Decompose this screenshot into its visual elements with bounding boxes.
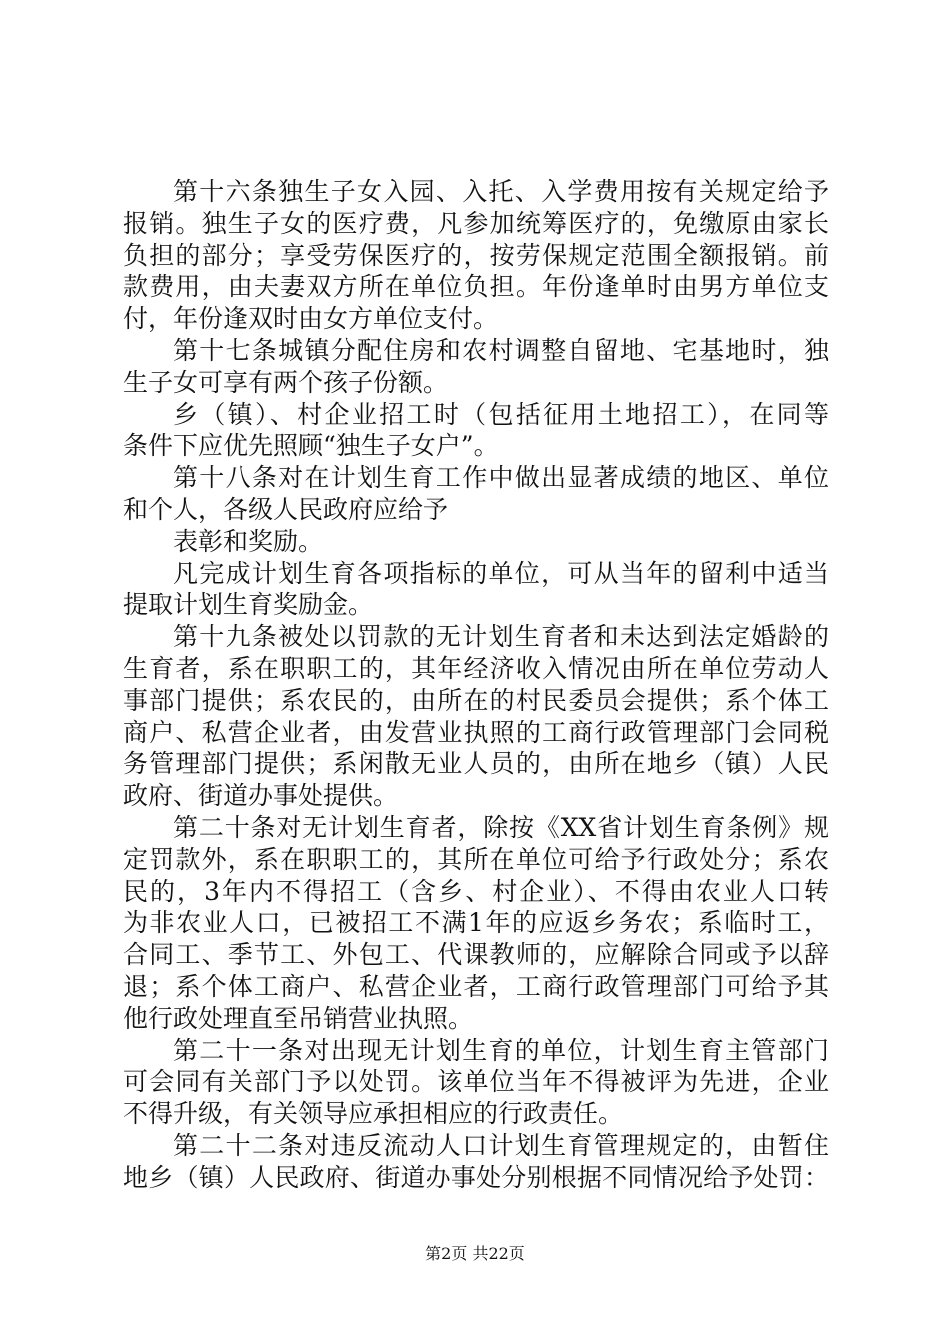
text-line: 定罚款外，系在职职工的，其所在单位可给予行政处分；系农: [123, 844, 829, 874]
text-line: 商户、私营企业者，由发营业执照的工商行政管理部门会同税: [123, 717, 829, 747]
text-line: 生育者，系在职职工的，其年经济收入情况由所在单位劳动人: [123, 653, 829, 683]
text-line: 第十六条独生子女入园、入托、入学费用按有关规定给予: [173, 177, 829, 206]
document-body: [123, 176, 829, 1194]
page-number-footer: 第2页 共22页: [425, 1244, 525, 1263]
text-line: 款费用，由夫妻双方所在单位负担。年份逢单时由男方单位支: [123, 272, 829, 302]
text-line: 为非农业人口，已被招工不满1年的应返乡务农；系临时工，: [123, 908, 829, 938]
text-line: 负担的部分；享受劳保医疗的，按劳保规定范围全额报销。前: [123, 240, 829, 270]
text-line: 合同工、季节工、外包工、代课教师的，应解除合同或予以辞: [123, 940, 829, 970]
text-line: 第二十条对无计划生育者，除按《XX省计划生育条例》规: [173, 812, 829, 842]
text-line: 条件下应优先照顾“独生子女户”。: [123, 431, 499, 461]
text-line: 乡（镇）、村企业招工时（包括征用土地招工），在同等: [173, 399, 829, 429]
text-line: 民的，3年内不得招工（含乡、村企业）、不得由农业人口转: [123, 876, 829, 906]
text-line: 提取计划生育奖励金。: [123, 590, 374, 620]
text-line: 凡完成计划生育各项指标的单位，可从当年的留利中适当: [173, 558, 829, 588]
text-line: 第二十一条对出现无计划生育的单位，计划生育主管部门: [173, 1035, 829, 1065]
text-line: 第十九条被处以罚款的无计划生育者和未达到法定婚龄的: [173, 622, 829, 652]
text-line: 第十七条城镇分配住房和农村调整自留地、宅基地时，独: [173, 335, 829, 365]
text-line: 付，年份逢双时由女方单位支付。: [123, 304, 499, 334]
text-line: 他行政处理直至吊销营业执照。: [123, 1003, 474, 1033]
text-line: 生子女可享有两个孩子份额。: [123, 367, 449, 397]
text-line: 地乡（镇）人民政府、街道办事处分别根据不同情况给予处罚：: [123, 1162, 829, 1192]
text-line: 不得升级，有关领导应承担相应的行政责任。: [123, 1099, 624, 1129]
text-line: 和个人，各级人民政府应给予: [123, 494, 449, 524]
text-line: 可会同有关部门予以处罚。该单位当年不得被评为先进，企业: [123, 1067, 829, 1097]
text-line: 务管理部门提供；系闲散无业人员的，由所在地乡（镇）人民: [123, 749, 829, 779]
text-line: 表彰和奖励。: [173, 526, 324, 556]
text-line: 第十八条对在计划生育工作中做出显著成绩的地区、单位: [173, 463, 829, 493]
text-line: 报销。独生子女的医疗费，凡参加统筹医疗的，免缴原由家长: [123, 208, 829, 238]
text-line: 事部门提供；系农民的，由所在的村民委员会提供；系个体工: [123, 685, 829, 715]
text-line: 第二十二条对违反流动人口计划生育管理规定的，由暂住: [173, 1130, 829, 1160]
text-line: 政府、街道办事处提供。: [123, 781, 399, 811]
text-line: 退；系个体工商户、私营企业者，工商行政管理部门可给予其: [123, 971, 829, 1001]
